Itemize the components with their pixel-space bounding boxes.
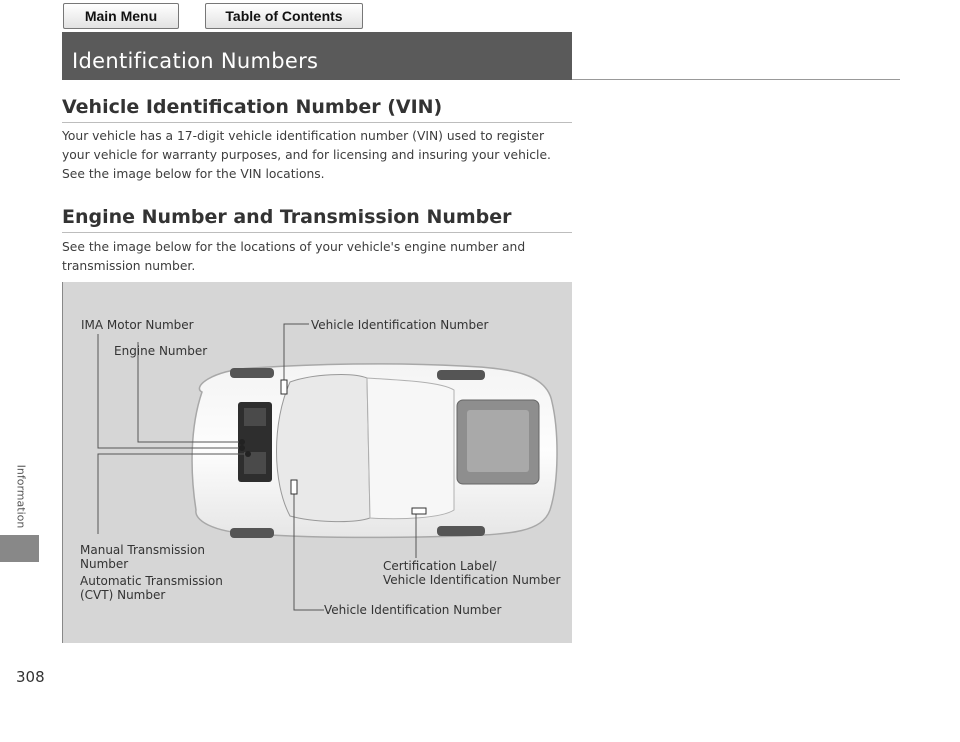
vin-paragraph: Your vehicle has a 17-digit vehicle identification number (VIN) used to register your vehicle for warranty purposes, and for licensing and insuring your vehicle. See the image below for the VIN locations. [62, 129, 551, 181]
side-tab-label [2, 461, 40, 531]
marker-vin-bottom [291, 480, 297, 494]
main-menu-button[interactable]: Main Menu [63, 3, 179, 29]
front-left-wheel [230, 368, 274, 378]
callout-auto-trans-line1: Automatic Transmission [80, 574, 223, 588]
callout-ima-motor: IMA Motor Number [81, 318, 194, 332]
callout-manual-trans-line1: Manual Transmission [80, 543, 205, 557]
callout-cert-line2: Vehicle Identification Number [383, 573, 561, 587]
marker-trans [245, 451, 251, 457]
page-number: 308 [16, 668, 45, 686]
title-bar [62, 32, 572, 80]
engine-detail [244, 408, 266, 426]
marker-ima [239, 445, 245, 451]
callout-cert-line1: Certification Label/ [383, 559, 497, 573]
engine-heading-rule [62, 232, 572, 233]
side-tab-text: Information [14, 464, 28, 528]
marker-vin-top [281, 380, 287, 394]
engine-paragraph: See the image below for the locations of your vehicle's engine number and transmission number. [62, 240, 526, 273]
table-of-contents-button[interactable]: Table of Contents [205, 3, 363, 29]
callout-cert [383, 559, 560, 587]
vin-heading: Vehicle Identification Number (VIN) [62, 96, 443, 118]
side-tab-strip [0, 535, 39, 562]
figure-left-rule [62, 282, 63, 643]
windshield [277, 375, 371, 522]
callout-manual-trans-line2: Number [80, 557, 129, 571]
rear-left-wheel [437, 370, 485, 380]
rear-right-wheel [437, 526, 485, 536]
roof [367, 378, 454, 519]
front-right-wheel [230, 528, 274, 538]
rear-glass-inner [467, 410, 529, 472]
callout-vin-top: Vehicle Identification Number [311, 318, 489, 332]
page-title: Identification Numbers [72, 49, 319, 73]
marker-engine [239, 439, 245, 445]
title-rule [572, 79, 900, 80]
vin-heading-rule [62, 122, 572, 123]
callout-engine: Engine Number [114, 344, 208, 358]
marker-cert [412, 508, 426, 514]
vehicle-figure [62, 282, 572, 643]
callout-auto-trans-line2: (CVT) Number [80, 588, 166, 602]
engine-heading: Engine Number and Transmission Number [62, 206, 512, 228]
callout-manual-trans [80, 543, 205, 571]
callout-auto-trans [80, 574, 223, 602]
callout-vin-bottom: Vehicle Identification Number [324, 603, 502, 617]
